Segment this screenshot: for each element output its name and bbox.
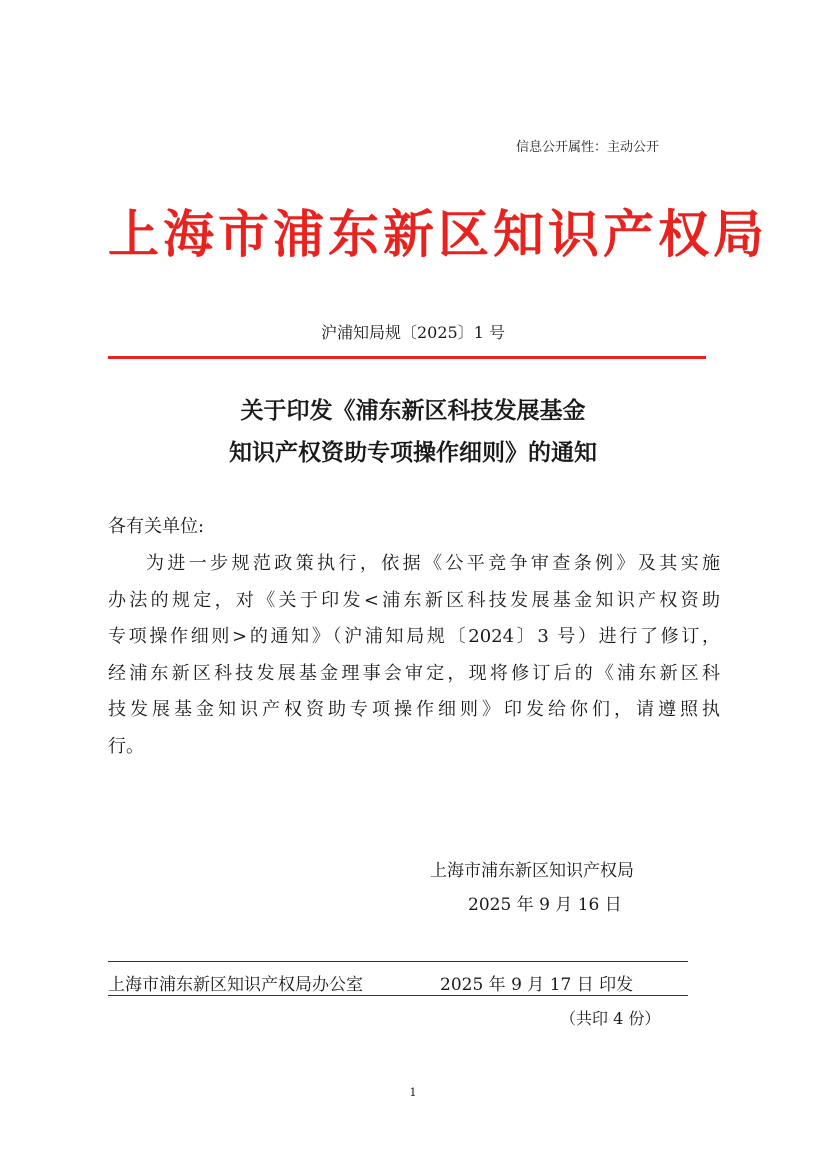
body-line: 为进一步规范政策执行，依据《公平竞争审查条例》及其实施	[146, 553, 720, 574]
body-line: 技发展基金知识产权资助专项操作细则》印发给你们，请遵照执	[108, 699, 720, 721]
body-line: 行。	[108, 735, 144, 757]
body-line: 经浦东新区科技发展基金理事会审定，现将修订后的《浦东新区科	[108, 662, 720, 684]
footer-issuer: 上海市浦东新区知识产权局办公室	[108, 975, 363, 995]
document-number: 沪浦知局规〔2025〕1 号	[321, 323, 505, 342]
page-number: 1	[409, 1086, 417, 1099]
signature-agency: 上海市浦东新区知识产权局	[430, 861, 634, 881]
body-text	[108, 546, 720, 766]
red-divider	[108, 356, 706, 359]
signature-date: 2025 年 9 月 16 日	[468, 895, 622, 915]
disclosure-attribute: 信息公开属性：主动公开	[516, 140, 660, 155]
footer-issue-date: 2025 年 9 月 17 日 印发	[440, 975, 634, 995]
agency-name-header: 上海市浦东新区知识产权局	[108, 206, 769, 265]
body-line: 专项操作细则>的通知》（沪浦知局规〔2024〕3 号）进行了修订，	[108, 626, 720, 648]
document-title-line-1: 关于印发《浦东新区科技发展基金	[240, 397, 586, 424]
body-line: 办法的规定，对《关于印发<浦东新区科技发展基金知识产权资助	[108, 589, 720, 611]
document-title-line-2: 知识产权资助专项操作细则》的通知	[229, 439, 597, 466]
copies-count: （共印 4 份）	[560, 1009, 661, 1028]
footer-top-rule	[108, 961, 688, 962]
salutation: 各有关单位:	[108, 516, 205, 537]
footer-bottom-rule	[108, 995, 688, 996]
